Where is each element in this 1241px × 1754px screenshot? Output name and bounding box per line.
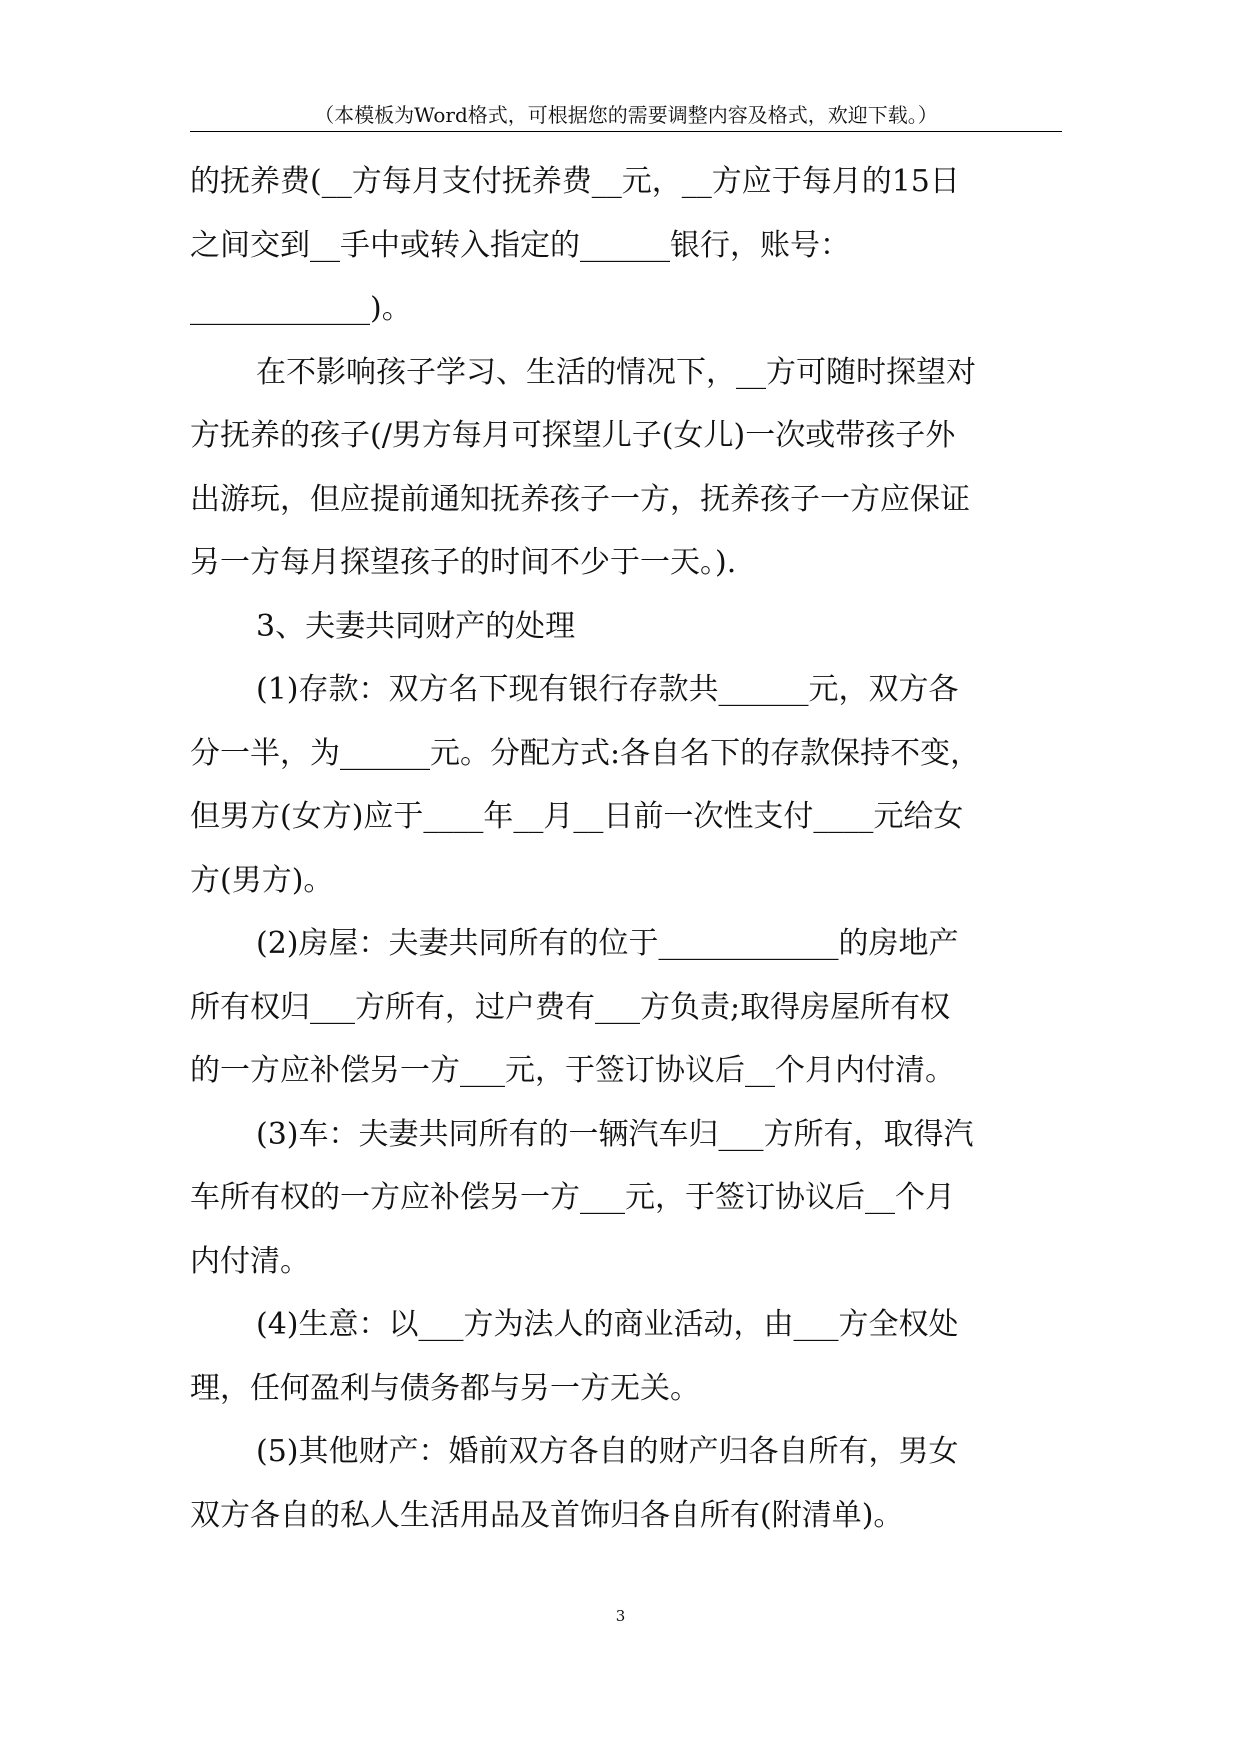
paragraph-line: 理，任何盈利与债务都与另一方无关。	[190, 1370, 700, 1406]
page-number: 3	[615, 1607, 626, 1625]
paragraph-line: 的一方应补偿另一方___元，于签订协议后__个月内付清。	[190, 1053, 955, 1088]
paragraph-line: (2)房屋：夫妻共同所有的位于____________的房地产	[256, 926, 959, 961]
paragraph-line: 出游玩，但应提前通知抚养孩子一方，抚养孩子一方应保证	[190, 481, 970, 517]
paragraph-line: 在不影响孩子学习、生活的情况下，__方可随时探望对	[256, 354, 976, 390]
paragraph-line: 内付清。	[190, 1243, 310, 1279]
paragraph-line: 方(男方)。	[190, 862, 334, 898]
paragraph-line: 双方各自的私人生活用品及首饰归各自所有(附清单)。	[190, 1497, 904, 1533]
paragraph-line: 车所有权的一方应补偿另一方___元，于签订协议后__个月	[190, 1180, 955, 1215]
paragraph-line: 但男方(女方)应于____年__月__日前一次性支付____元给女	[190, 799, 964, 834]
paragraph-line: 所有权归___方所有，过户费有___方负责;取得房屋所有权	[190, 989, 951, 1025]
section-heading: 3、夫妻共同财产的处理	[256, 608, 576, 644]
paragraph-line: 另一方每月探望孩子的时间不少于一天。).	[190, 545, 737, 580]
paragraph-line: 分一半，为______元。分配方式:各自名下的存款保持不变，	[190, 735, 981, 771]
header-divider	[190, 131, 1062, 132]
paragraph-line: 方抚养的孩子(/男方每月可探望儿子(女儿)一次或带孩子外	[190, 418, 956, 453]
paragraph-line: (4)生意：以___方为法人的商业活动，由___方全权处	[256, 1307, 959, 1342]
paragraph-line: 之间交到__手中或转入指定的______银行，账号：	[190, 227, 850, 263]
paragraph-line: (3)车：夫妻共同所有的一辆汽车归___方所有，取得汽	[256, 1116, 974, 1152]
paragraph-line: (1)存款：双方名下现有银行存款共______元，双方各	[256, 672, 959, 707]
document-body	[190, 150, 1070, 1547]
paragraph-line: 的抚养费(__方每月支付抚养费__元，__方应于每月的15日	[190, 164, 960, 199]
paragraph-line: ____________)。	[190, 291, 412, 326]
paragraph-line: (5)其他财产：婚前双方各自的财产归各自所有，男女	[256, 1434, 959, 1469]
header-note: （本模板为Word格式，可根据您的需要调整内容及格式，欢迎下载。）	[314, 103, 938, 127]
